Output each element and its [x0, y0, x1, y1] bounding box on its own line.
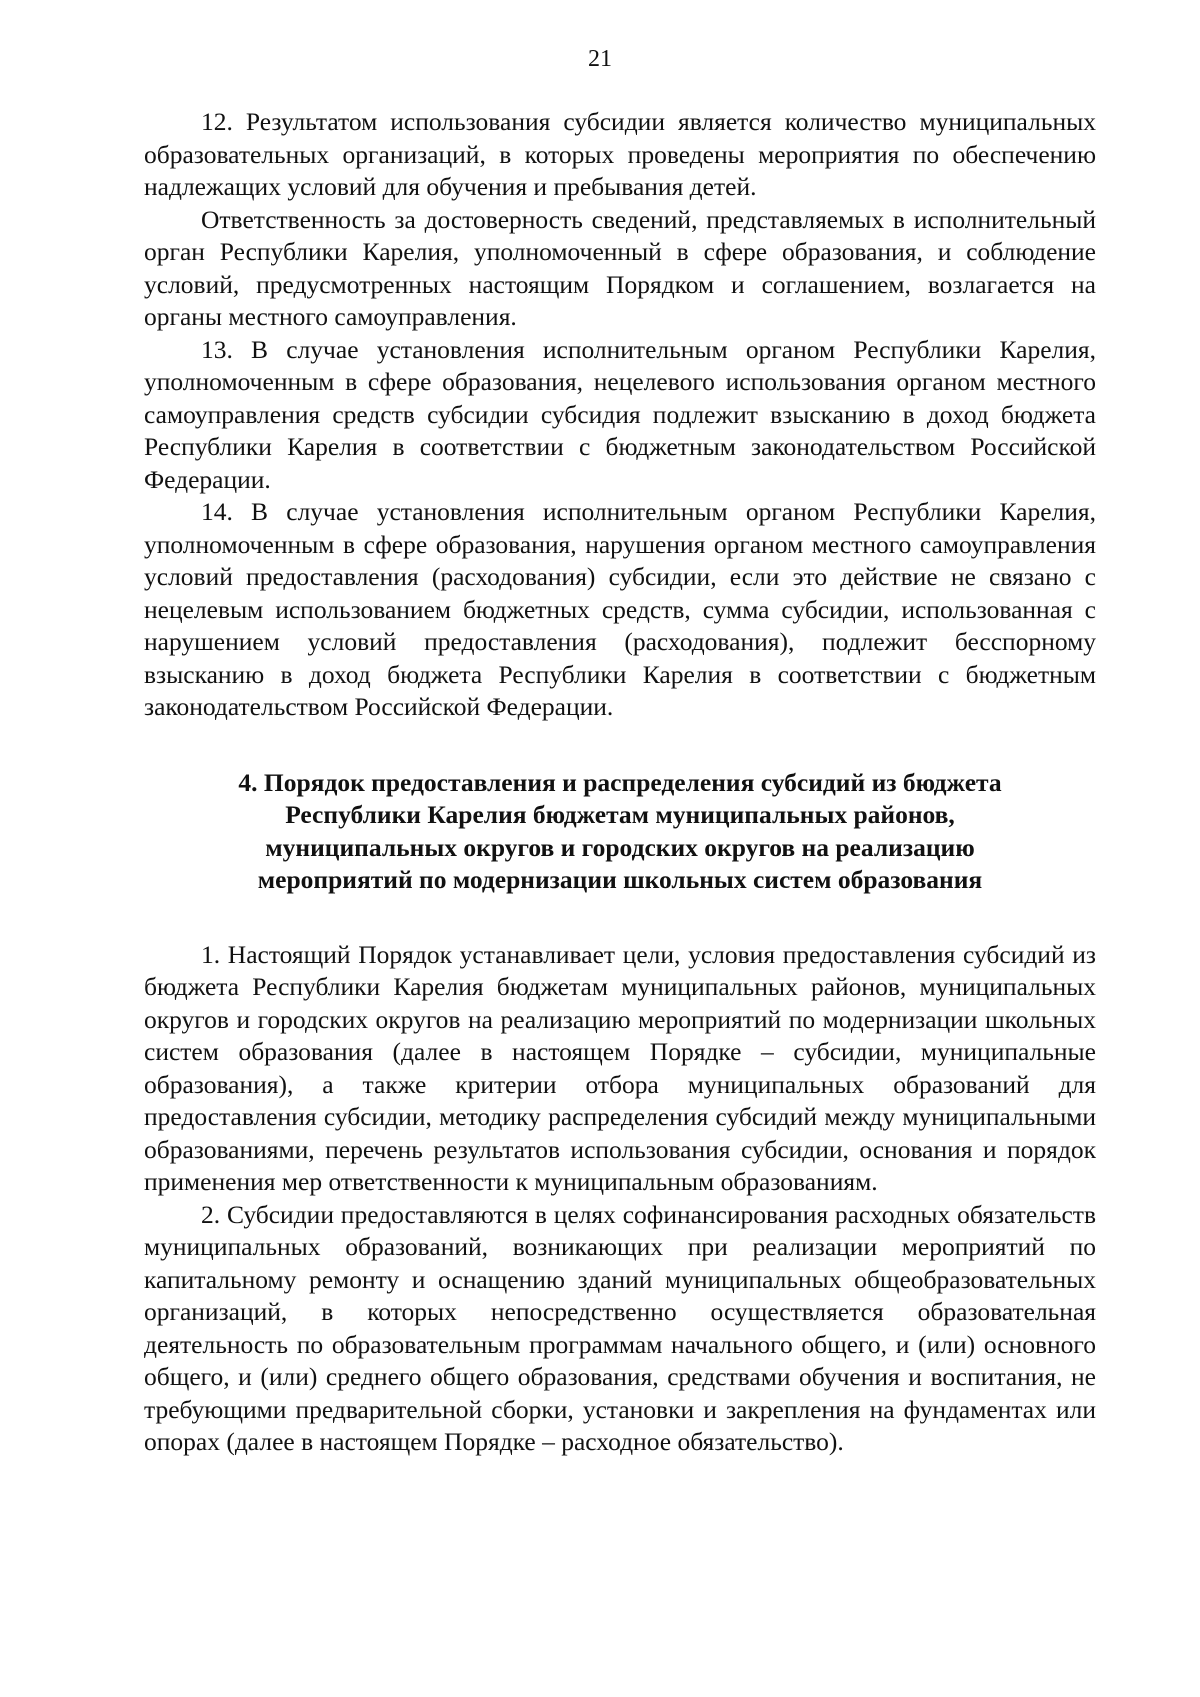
section-4-heading [144, 767, 1096, 897]
section-4-heading-line: Республики Карелия бюджетам муниципальных районов, [285, 800, 955, 829]
section-4-heading-line: мероприятий по модернизации школьных систем образования [257, 865, 983, 894]
document-body [144, 106, 1096, 1459]
paragraph-responsibility: Ответственность за достоверность сведений, представляемых в исполнительный орган Республики Карелия, уполномоченный в сфере образования, и соблюдение условий, предусмотренных настоящим Порядком и соглашением, возлагается на органы местного самоуправления. [144, 204, 1096, 331]
page-number: 21 [588, 46, 612, 72]
section-4-heading-line: 4. Порядок предоставления и распределения субсидий из бюджета [238, 767, 1002, 797]
paragraph-12: 12. Результатом использования субсидии является количество муниципальных образовательных организаций, в которых проведены мероприятия по обеспечению надлежащих условий для обучения и пребывания детей. [144, 107, 1096, 201]
paragraph-14: 14. В случае установления исполнительным органом Республики Карелия, уполномоченным в сфере образования, нарушения органом местного самоуправления условий предоставления (расходования) субсидии, если это действие не связано с нецелевым использованием бюджетных средств, сумма субсидии, использованная с нарушением условий предоставления (расходования), подлежит бесспорному взысканию в доход бюджета Республики Карелия в соответствии с бюджетным законодательством Российской Федерации. [144, 497, 1096, 721]
section-4-paragraph-1: 1. Настоящий Порядок устанавливает цели, условия предоставления субсидий из бюджета Республики Карелия бюджетам муниципальных районов, муниципальных округов и городских округов на реализацию мероприятий по модернизации школьных систем образования (далее в настоящем Порядке – субсидии, муниципальные образования), а также критерии отбора муниципальных образований для предоставления субсидии, методику распределения субсидий между муниципальными образованиями, перечень результатов использования субсидии, основания и порядок применения мер ответственности к муниципальным образованиям. [144, 939, 1096, 1196]
section-4-heading-line: муниципальных округов и городских округов на реализацию [265, 832, 975, 862]
section-4-paragraph-2: 2. Субсидии предоставляются в целях софинансирования расходных обязательств муниципальных образований, возникающих при реализации мероприятий по капитальному ремонту и оснащению зданий муниципальных общеобразовательных организаций, в которых непосредственно осуществляется образовательная деятельность по образовательным программам начального общего, и (или) основного общего, и (или) среднего общего образования, средствами обучения и воспитания, не требующими предварительной сборки, установки и закрепления на фундаментах или опорах (далее в настоящем Порядке – расходное обязательство). [144, 1199, 1096, 1456]
paragraph-13: 13. В случае установления исполнительным органом Республики Карелия, уполномоченным в сфере образования, нецелевого использования органом местного самоуправления средств субсидии субсидия подлежит взысканию в доход бюджета Республики Карелия в соответствии с бюджетным законодательством Российской Федерации. [144, 334, 1096, 494]
